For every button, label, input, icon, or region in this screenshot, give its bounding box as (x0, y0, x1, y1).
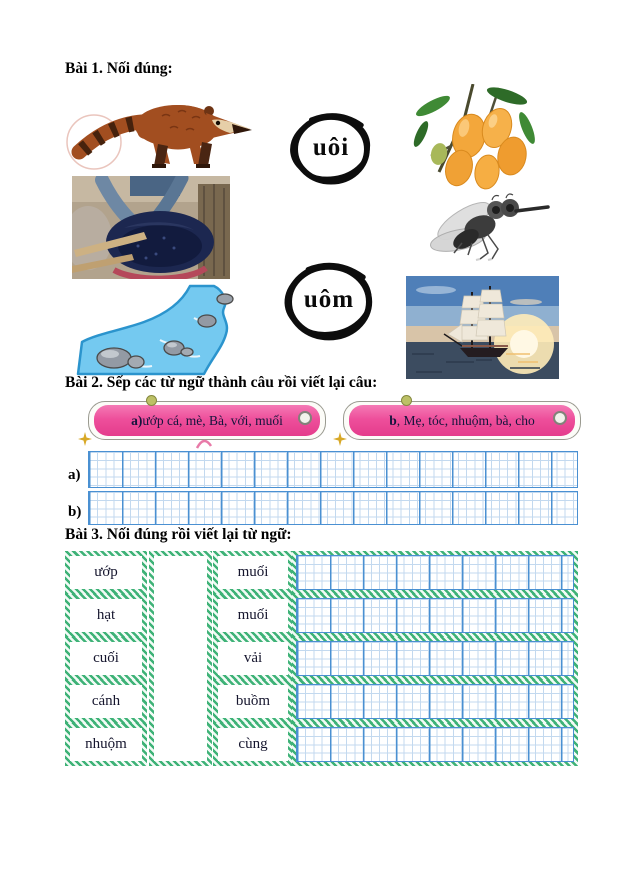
writing-grid-b[interactable] (88, 491, 578, 525)
grommet-icon (298, 411, 312, 425)
exercise-3-title: Bài 3. Nối đúng rồi viết lại từ ngữ: (65, 526, 292, 543)
banner-pill (349, 405, 575, 436)
exercise-2-title: Bài 2. Sếp các từ ngữ thành câu rồi viết lại câu: (65, 374, 378, 391)
pin-dot-icon (401, 395, 412, 406)
grommet-icon (553, 411, 567, 425)
star-icon (333, 432, 347, 446)
banner-label: b (389, 412, 397, 428)
word-label: ướp (94, 564, 118, 580)
word-cell-left-2[interactable] (65, 594, 147, 637)
match-circle-uoi[interactable] (286, 108, 376, 187)
word-label: muối (237, 607, 269, 623)
stream-illustration[interactable] (74, 284, 256, 377)
word-cell-match-2[interactable] (213, 594, 293, 637)
word-label: cuối (93, 650, 119, 666)
word-label: vải (243, 650, 263, 666)
banner-words: ướp cá, mè, Bà, với, muối (142, 412, 283, 428)
banner-words: , Mẹ, tóc, nhuộm, bà, cho (396, 412, 535, 428)
writing-grid-row-3[interactable] (292, 637, 578, 680)
word-cell-left-3[interactable] (65, 637, 147, 680)
star-icon (78, 432, 92, 446)
writing-grid-row-1[interactable] (292, 551, 578, 594)
word-cell-left-1[interactable] (65, 551, 147, 594)
word-cell-match-3[interactable] (213, 637, 293, 680)
pin-dot-icon (146, 395, 157, 406)
squiggle-icon (196, 439, 212, 449)
writing-grid-row-2[interactable] (292, 594, 578, 637)
word-cell-match-4[interactable] (213, 680, 293, 723)
word-label: muối (237, 564, 269, 580)
word-label: nhuộm (85, 736, 127, 752)
mango-cluster-photo[interactable] (411, 84, 538, 192)
mosquito-illustration[interactable] (428, 193, 550, 261)
banner-label: a) (131, 412, 143, 428)
word-cell-match-5[interactable] (213, 723, 293, 766)
write-label-b: b) (68, 504, 82, 520)
indigo-dyeing-photo[interactable] (72, 176, 230, 279)
word-cell-left-5[interactable] (65, 723, 147, 766)
word-banner-b (343, 398, 581, 442)
match-label: uôm (303, 286, 355, 313)
match-label: uôi (312, 133, 350, 161)
writing-grid-row-4[interactable] (292, 680, 578, 723)
banner-pill (94, 405, 320, 436)
write-label-a: a) (68, 467, 81, 483)
match-circle-uom[interactable] (279, 258, 379, 342)
sailing-ship-photo[interactable] (406, 276, 559, 379)
connector-strip[interactable] (149, 551, 212, 766)
coati-illustration[interactable] (62, 86, 260, 174)
word-label: cùng (238, 736, 268, 752)
word-label: cánh (91, 693, 121, 709)
writing-grid-a[interactable] (88, 451, 578, 488)
word-label: hạt (96, 607, 116, 623)
word-label: buồm (235, 693, 271, 709)
writing-grid-row-5[interactable] (292, 723, 578, 766)
exercise-1-title: Bài 1. Nối đúng: (65, 60, 173, 77)
word-banner-a (88, 398, 326, 442)
word-cell-left-4[interactable] (65, 680, 147, 723)
word-cell-match-1[interactable] (213, 551, 293, 594)
